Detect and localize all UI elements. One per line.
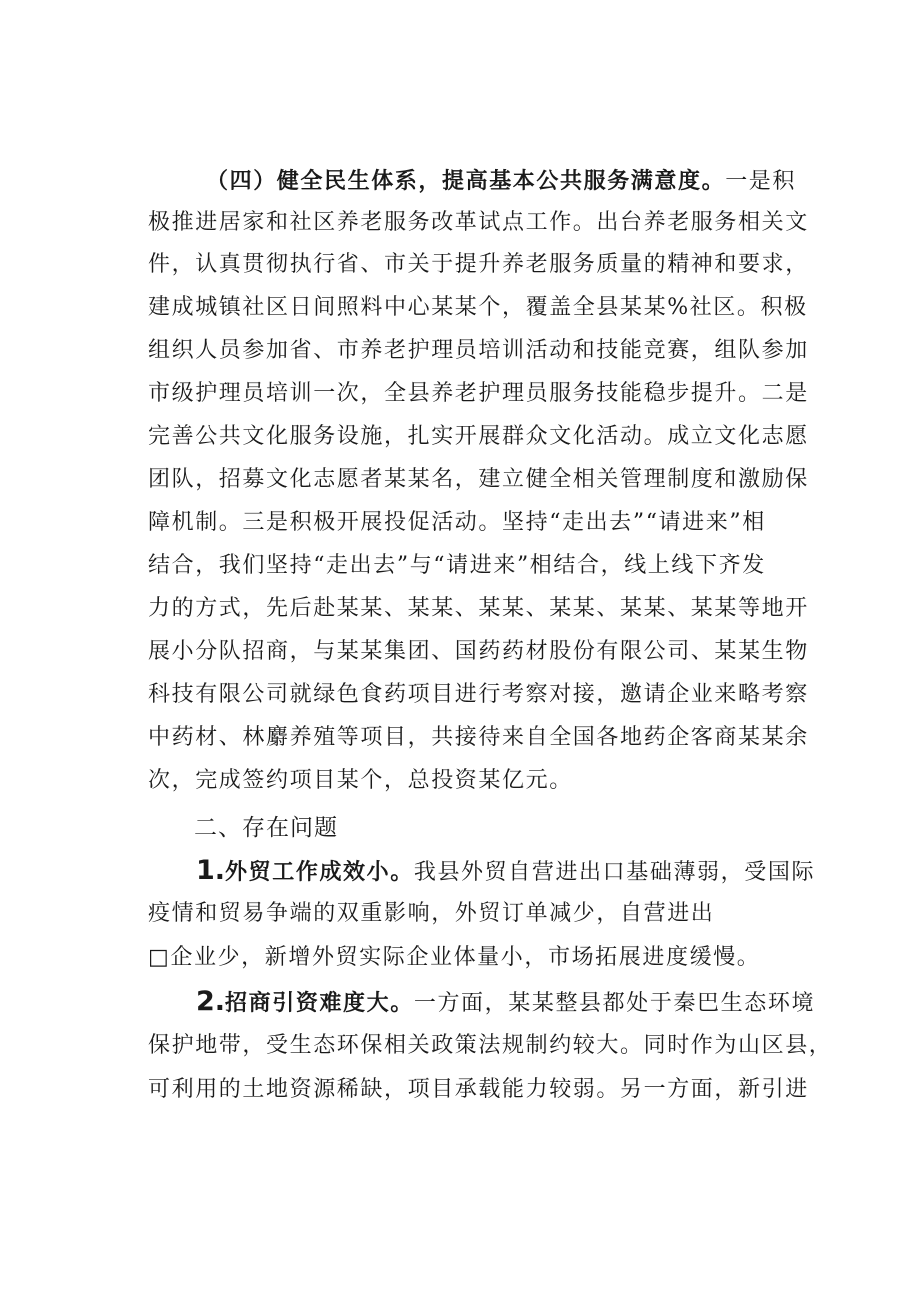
- problem-item-1-title: 外贸工作成效小。: [225, 859, 414, 885]
- section4-first-line: [206, 166, 808, 197]
- body-line: 次，完成签约项目某个，总投资某亿元。: [148, 768, 573, 793]
- problem-item-1-text: 我县外贸自营进出口基础薄弱，受国际: [413, 860, 816, 885]
- body-line: 展小分队招商，与某某集团、国药药材股份有限公司、某某生物: [148, 639, 809, 664]
- body-line: 疫情和贸易争端的双重影响，外贸订单减少，自营进出: [148, 901, 715, 926]
- body-line: 极推进居家和社区养老服务改革试点工作。出台养老服务相关文: [148, 210, 809, 235]
- section4-text: 一是积: [725, 169, 797, 194]
- body-line: 科技有限公司就绿色食药项目进行考察对接，邀请企业来略考察: [148, 682, 809, 707]
- section4-heading: （四）健全民生体系，提高基本公共服务满意度。: [206, 168, 726, 194]
- problem-item-2-first-line: [196, 986, 816, 1019]
- body-line: 团队，招募文化志愿者某某名，建立健全相关管理制度和激励保: [148, 467, 809, 492]
- problem-item-1-number: 1.: [196, 855, 226, 886]
- problem-item-1-first-line: [196, 855, 816, 888]
- body-line: 障机制。三是积极开展投促活动。坚持“走出去”“请进来”相: [148, 510, 766, 535]
- body-line: 市级护理员培训一次，全县养老护理员服务技能稳步提升。二是: [148, 381, 809, 406]
- body-line: □企业少，新增外贸实际企业体量小，市场拓展进度缓慢。: [148, 945, 761, 970]
- body-line: 结合，我们坚持“走出去”与“请进来”相结合，线上线下齐发: [148, 553, 766, 578]
- body-line: 保护地带，受生态环保相关政策法规制约较大。同时作为山区县，: [148, 1033, 833, 1058]
- body-line: 可利用的土地资源稀缺，项目承载能力较弱。另一方面，新引进: [148, 1077, 809, 1102]
- body-line: 件，认真贯彻执行省、市关于提升养老服务质量的精神和要求，: [148, 252, 809, 277]
- problem-item-2-number: 2.: [196, 986, 226, 1017]
- body-line: 力的方式，先后赴某某、某某、某某、某某、某某、某某等地开: [148, 596, 809, 621]
- body-line: 建成城镇社区日间照料中心某某个，覆盖全县某某%社区。积极: [148, 295, 808, 320]
- body-line: 组织人员参加省、市养老护理员培训活动和技能竞赛，组队参加: [148, 338, 809, 363]
- problem-item-2-title: 招商引资难度大。: [225, 990, 414, 1016]
- body-line: 中药材、林麝养殖等项目，共接待来自全国各地药企客商某某余: [148, 725, 809, 750]
- body-line: 完善公共文化服务设施，扎实开展群众文化活动。成立文化志愿: [148, 424, 809, 449]
- problem-item-2-text: 一方面，某某整县都处于秦巴生态环境: [413, 991, 816, 1016]
- section-heading-problems: 二、存在问题: [194, 815, 338, 841]
